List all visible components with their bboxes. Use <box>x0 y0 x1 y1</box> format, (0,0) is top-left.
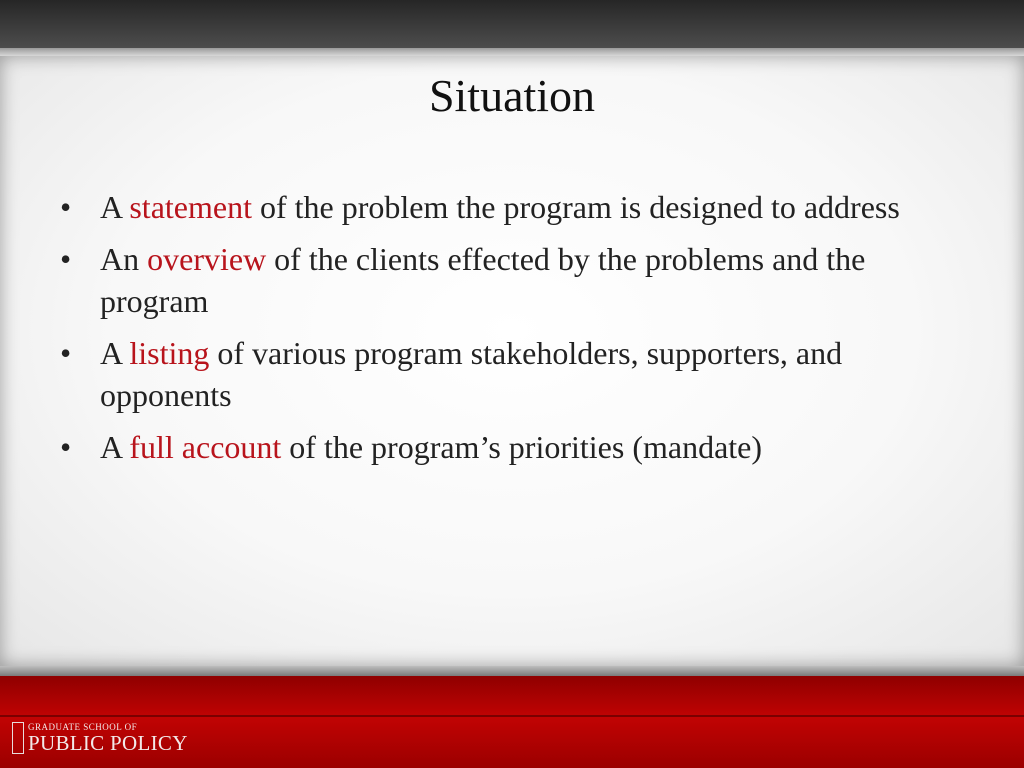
logo-large-text: PUBLIC POLICY <box>28 731 188 755</box>
bullet-highlight: overview <box>147 241 267 277</box>
bullet-icon: • <box>60 189 72 225</box>
bullet-item <box>58 332 978 416</box>
bullet-icon: • <box>60 335 72 371</box>
school-logo <box>12 720 188 756</box>
bullet-text: of the problem the program is designed to address <box>251 189 900 225</box>
bullet-text: of various program stakeholders, supporters, and opponents <box>100 335 843 413</box>
bullet-icon: • <box>60 429 72 465</box>
bullet-lead: A <box>100 429 130 465</box>
bullet-item <box>58 426 978 468</box>
bullet-lead: A <box>100 335 130 371</box>
bullet-item <box>58 238 978 322</box>
bullet-text: of the clients effected by the problems and the program <box>100 241 866 319</box>
top-bar <box>0 0 1024 48</box>
seal-icon <box>12 722 24 754</box>
bullet-lead: An <box>100 241 148 277</box>
bullet-item <box>58 186 978 228</box>
bullet-highlight: listing <box>129 335 210 371</box>
bullet-highlight: statement <box>129 189 252 225</box>
bullet-highlight: full account <box>129 429 282 465</box>
bullet-text: of the program’s priorities (mandate) <box>281 429 763 465</box>
bullet-list <box>58 186 978 478</box>
logo-text <box>28 722 188 754</box>
bottom-stripe <box>0 666 1024 676</box>
bullet-icon: • <box>60 241 72 277</box>
slide-title: Situation <box>428 70 596 121</box>
footer-divider <box>0 715 1024 717</box>
bullet-lead: A <box>100 189 130 225</box>
top-stripe <box>0 48 1024 56</box>
logo-small-text: GRADUATE SCHOOL OF <box>28 722 138 732</box>
